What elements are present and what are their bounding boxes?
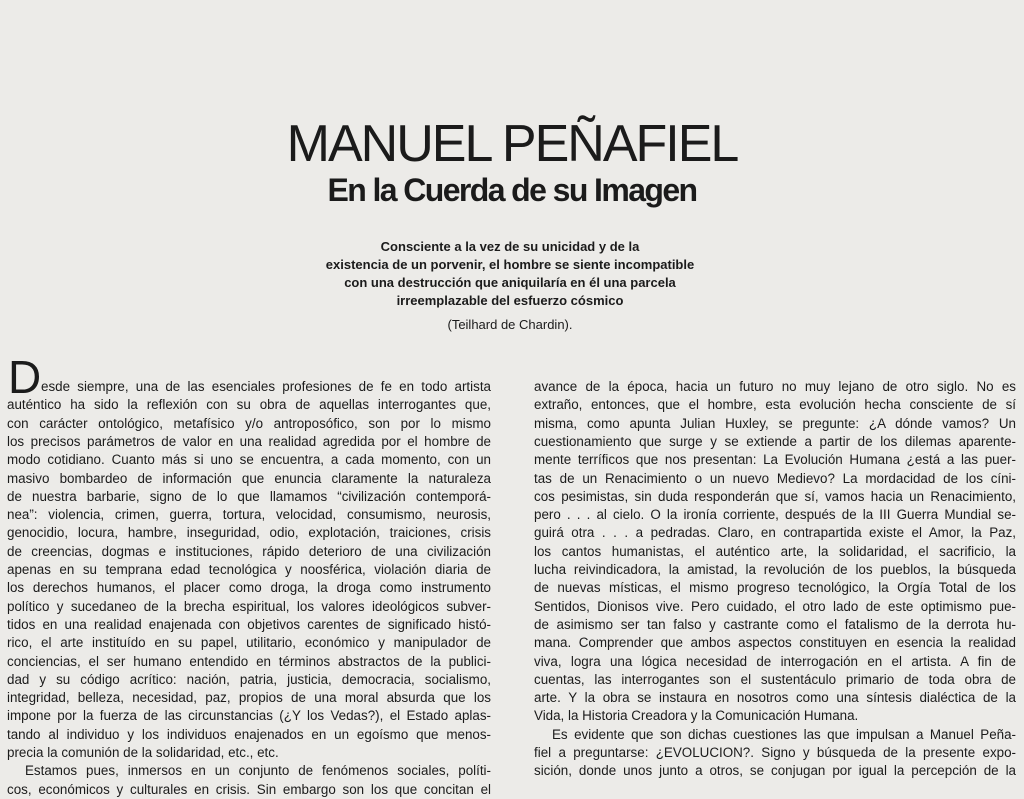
drop-cap: D — [8, 351, 42, 403]
body-text-line: rico, el arte instituído en su papel, utilitario, económico y manipulador de — [7, 635, 491, 651]
body-text-line: de creencias, dogmas e instituciones, rápido deterioro de una civilización — [7, 543, 491, 559]
body-text-line: los precisos parámetros de valor en una realidad agredida por el hombre de — [7, 433, 491, 449]
body-text-line: con carácter ontológico, metafísico y/o antroposófico, son por lo mismo — [7, 415, 491, 431]
epigraph-line: con una destrucción que aniquilaría en él una parcela — [344, 275, 676, 290]
body-text-line: apenas en su temprana edad tecnológica y noosférica, violación diaria de — [7, 562, 491, 577]
body-text-line: cuestionamiento que surge y se extiende a partir de los dilemas aparente- — [534, 433, 1016, 449]
body-text-line: precia la comunión de la solidaridad, etc., etc. — [7, 745, 279, 760]
body-text-line: cos, económicos y culturales en crisis. Sin embargo son los que concitan el — [7, 781, 491, 797]
body-text-line: Vida, la Historia Creadora y la Comunicación Humana. — [534, 708, 859, 724]
epigraph-line: irreemplazable del esfuerzo cósmico — [396, 293, 624, 308]
body-text-line: esde siempre, una de las esenciales profesiones de fe en todo artista — [41, 379, 491, 394]
body-text-line: tidos en una realidad enajenada con objetivos carentes de significado histó- — [7, 616, 491, 632]
body-text-line: de asimismo ser tan falso y castrante como el fatalismo de la derrota hu- — [534, 616, 1016, 632]
body-text-line: conciencias, el ser humano entendido en términos abstractos de la publici- — [7, 653, 491, 669]
body-text-line: Estamos pues, inmersos en un conjunto de fenómenos sociales, políti- — [25, 763, 491, 779]
body-text-line: sición, donde unos junto a otros, se conjugan por igual la percepción de la — [534, 763, 1016, 779]
body-text-line: auténtico ha sido la reflexión con su obra de aquellas interrogantes que, — [7, 397, 491, 413]
body-text-line: cuentas, las interrogantes son el sustentáculo primario de toda obra de — [534, 671, 1016, 687]
body-text-line: arte. Y la obra se instaura en nosotros como una síntesis dialéctica de la — [534, 690, 1016, 706]
body-text-line: dad y su código acrítico: nación, patria, justicia, democracia, socialismo, — [7, 671, 491, 687]
body-text-line: político y sucedaneo de la brecha espiritual, los valores ideológicos subver- — [7, 598, 491, 614]
body-text-line: Es evidente que son dichas cuestiones las que impulsan a Manuel Peña- — [552, 726, 1016, 742]
epigraph-attribution: (Teilhard de Chardin). — [447, 317, 573, 332]
body-text-line: los derechos humanos, el placer como droga, la droga como instrumento — [7, 580, 491, 596]
article-subtitle: En la Cuerda de su Imagen — [327, 172, 697, 208]
body-text-line: misma, como apunta Julian Huxley, se pregunte: ¿A dónde vamos? Un — [534, 415, 1016, 431]
body-text-line: integridad, belleza, necesidad, paz, propios de una moral absurda que los — [7, 690, 491, 706]
body-text-line: extraño, entonces, que el hombre, esta evolución hecha consciente de sí — [534, 397, 1016, 413]
epigraph-quote — [260, 238, 760, 310]
article-title: MANUEL PEÑAFIEL — [286, 115, 738, 173]
body-text-line: viva, logra una lógica necesidad de interrogación en el artista. A fin de — [534, 653, 1016, 669]
body-text-line: lucha reivindicadora, la amistad, la revolución de los pueblos, la búsqueda — [534, 562, 1016, 577]
body-text-line: los cantos humanistas, el auténtico arte, la solidaridad, el sacrificio, la — [534, 543, 1016, 559]
epigraph-line: existencia de un porvenir, el hombre se siente incompatible — [325, 257, 695, 272]
body-text-line: tando al individuo y los individuos enajenados en un egoísmo que menos- — [7, 726, 491, 742]
body-text-line: cos pesimistas, sin duda responderán que sí, vamos hacia un Renacimiento, — [534, 488, 1016, 504]
body-text-line: masivo bombardeo de información que enuncia claramente la naturaleza — [7, 470, 491, 486]
body-text-line: tas de un Renacimiento o un nuevo Medievo? La mordacidad de los cíni- — [534, 470, 1016, 486]
body-text-line: mente terríficos que nos presentan: La Evolución Humana ¿está a las puer- — [534, 452, 1016, 468]
body-text-line: Sentidos, Dionisos vive. Pero cuidado, el otro lado de este optimismo pue- — [534, 598, 1016, 614]
body-text-line: nea”: violencia, crimen, guerra, tortura, velocidad, consumismo, neurosis, — [7, 507, 491, 523]
body-text-line: fiel a preguntarse: ¿EVOLUCION?. Signo y búsqueda de la presente expo- — [534, 745, 1016, 760]
body-text-line: modo cotidiano. Cuanto más si uno se encuentra, a cada momento, con un — [7, 452, 491, 468]
body-text-line: de nuestra barbarie, signo de lo que llamamos “civilización contemporá- — [7, 488, 491, 504]
body-text-line: avance de la época, hacia un futuro no muy lejano de otro siglo. No es — [534, 379, 1016, 394]
epigraph-line: Consciente a la vez de su unicidad y de la — [380, 239, 640, 254]
body-text-line: genocidio, locura, hambre, inseguridad, odio, explotación, traiciones, crisis — [7, 525, 491, 541]
body-text-line: de nuevas místicas, el mismo progreso tecnológico, la Orgía Total de los — [534, 580, 1016, 596]
body-text-line: pero . . . al cielo. O la ironía corriente, después de la III Guerra Mundial se- — [534, 507, 1016, 523]
body-text-line: guirá otra . . . a pedradas. Claro, en contrapartida existe el Amor, la Paz, — [534, 525, 1016, 541]
body-text-line: mana. Comprender que ambos aspectos constituyen en esencia la realidad — [534, 635, 1016, 651]
body-text-line: impone por la fuerza de las circunstancias (¿Y los Vedas?), el Estado aplas- — [7, 708, 491, 724]
